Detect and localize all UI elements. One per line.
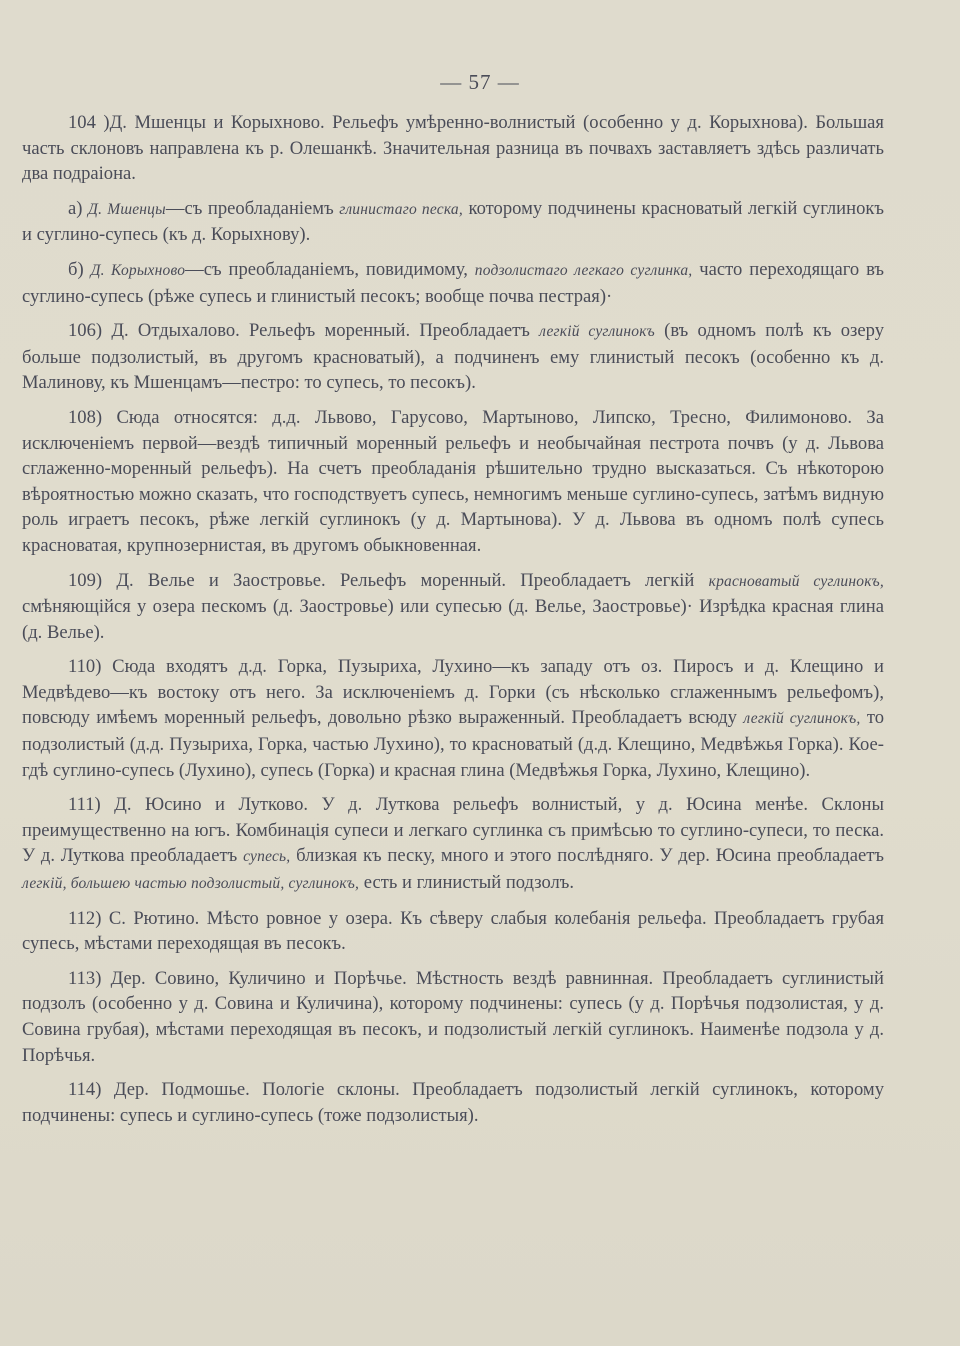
italic-term: глинистаго песка,: [339, 200, 463, 218]
italic-term: Д. Корыхново: [90, 261, 186, 279]
italic-term: легкій суглинокъ,: [743, 710, 861, 728]
page-body: [22, 110, 884, 1137]
italic-term: подзолистаго легкаго суглинка,: [474, 261, 693, 279]
paragraph-text: которому подчинены красноватый легкій суглинокъ и суглино-супесь (къ д. Корыхнову).: [22, 197, 885, 246]
paragraph-lead: б): [68, 258, 91, 280]
paragraph-lead: 106) Д. Отдыхалово. Рельефъ моренный. Преобладаетъ: [68, 320, 540, 342]
italic-term: Д. Мшенцы: [88, 200, 166, 218]
paragraph-106: [22, 318, 884, 396]
paragraph-text: —съ преобладаніемъ: [165, 197, 340, 219]
paragraph-104: 104 )Д. Мшенцы и Корыхново. Рельефъ умѣренно-волнистый (особенно у д. Корыхнова). Большая часть склоновъ направлена къ р. Олешанкѣ. Значительная разница въ почвахъ заставляетъ здѣсь различать два подраіона.: [22, 112, 884, 185]
paragraph-text: близкая къ песку, много и этого послѣдняго. У дер. Юсина преобладаетъ: [290, 845, 884, 867]
paragraph-109: [22, 568, 884, 646]
italic-term: супесь,: [243, 848, 291, 866]
paragraph-110: [22, 654, 884, 783]
paragraph-text: (въ одномъ полѣ къ озеру больше подзолистый, въ другомъ красноватый), а подчиненъ ему глинистый песокъ (особенно къ д. Малинову, къ Мшенцамъ—пестро: то супесь, то песокъ).: [22, 320, 884, 394]
paragraph-114: 114) Дер. Подмошье. Пологіе склоны. Преобладаетъ подзолистый легкій суглинокъ, которому подчинены: супесь и суглино-супесь (тоже подзолистыя).: [22, 1079, 884, 1126]
paragraph-lead: 110) Сюда входятъ д.д. Горка, Пузыриха, Лухино—къ западу отъ оз. Пиросъ и д. Клещино и Медвѣдево—къ востоку отъ него. За исключеніемъ д. Горки (съ нѣсколько сглаженнымъ рельефомъ), повсюду имѣемъ моренный рельефъ, довольно рѣзко выраженный. Преобладаетъ всюду: [22, 656, 884, 729]
paragraph-104b: [22, 257, 884, 309]
italic-term: легкій суглинокъ: [539, 323, 655, 341]
paragraph-lead: 109) Д. Велье и Заостровье. Рельефъ моренный. Преобладаетъ легкій: [68, 569, 709, 591]
paragraph-text: есть и глинистый подзолъ.: [359, 872, 575, 894]
italic-term: красноватый суглинокъ,: [708, 572, 884, 590]
paragraph-text: —съ преобладаніемъ, повидимому,: [185, 258, 475, 280]
paragraph-104a: [22, 196, 884, 248]
paragraph-lead: 111) Д. Юсино и Лутково. У д. Луткова рельефъ волнистый, у д. Юсина менѣе. Склоны преимущественно на югъ. Комбинація супеси и легкаго суглинка съ примѣсью то суглино-супеси, то песка. У д. Луткова преобладаетъ: [22, 794, 884, 867]
paragraph-111: [22, 792, 884, 896]
paragraph-text: часто переходящаго въ суглино-супесь (рѣже супесь и глинистый песокъ; вообще почва пестрая)·: [22, 258, 885, 307]
paragraph-lead: а): [68, 197, 89, 219]
italic-term: легкій, большею частью подзолистый, суглинокъ,: [22, 875, 360, 893]
paragraph-text: смѣняющійся у озера пескомъ (д. Заостровье) или супесью (д. Велье, Заостровье)· Изрѣдка красная глина (д. Велье).: [22, 596, 884, 643]
paragraph-108: 108) Сюда относятся: д.д. Львово, Гарусово, Мартыново, Липско, Тресно, Филимоново. За исключеніемъ первой—вездѣ типичный моренный рельефъ и необычайная пестрота почвъ (у д. Львова сглаженно-моренный рельефъ). На счетъ преобладанія рѣшительно трудно высказаться. Съ нѣкоторою вѣроятностью можно сказать, что господствуетъ супесь, немногимъ меньше суглино-супесь, затѣмъ видную роль играетъ песокъ, рѣже легкій суглинокъ (у д. Мартынова). У д. Львова въ одномъ полѣ супесь красноватая, крупнозернистая, въ другомъ обыкновенная.: [22, 406, 884, 556]
paragraph-text: то подзолистый (д.д. Пузыриха, Горка, частью Лухино), то красноватый (д.д. Клещино, Медвѣжья Горка). Кое-гдѣ суглино-супесь (Лухино), супесь (Горка) и красная глина (Медвѣжья Горка, Лухино, Клещино).: [22, 707, 885, 781]
paragraph-112: 112) С. Рютино. Мѣсто ровное у озера. Къ сѣверу слабыя колебанія рельефа. Преобладаетъ грубая супесь, мѣстами переходящая въ песокъ.: [22, 907, 884, 955]
page-number: — 57 —: [440, 70, 520, 94]
paragraph-113: 113) Дер. Совино, Куличино и Порѣчье. Мѣстность вездѣ равнинная. Преобладаетъ суглинистый подзолъ (особенно у д. Совина и Куличина), которому подчинены: супесь (у д. Порѣчья подзолистая, у д. Совина грубая), мѣстами переходящая въ песокъ, и подзолистый легкій суглинокъ. Наименѣе подзола у д. Порѣчья.: [22, 967, 884, 1066]
